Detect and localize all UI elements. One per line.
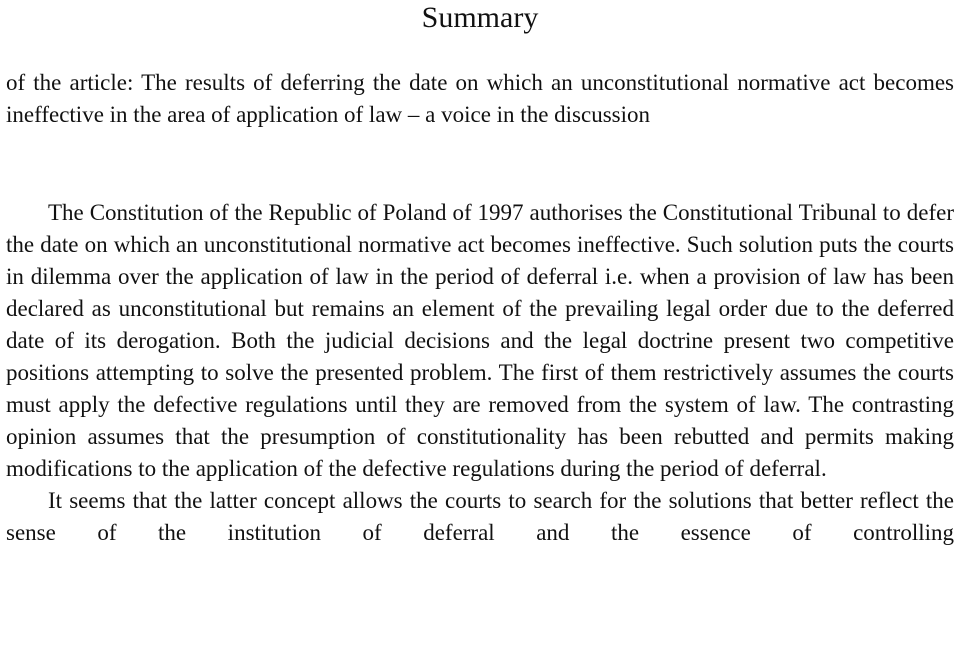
summary-paragraph-2: It seems that the latter concept allows the courts to search for the solutions that better reflect the sense of the institution of deferral and the essence of controlling <box>6 488 954 545</box>
page-title: Summary <box>421 1 539 34</box>
summary-paragraph-1: The Constitution of the Republic of Poland of 1997 authorises the Constitutional Tribunal to defer the date on which an unconstitutional normative act becomes ineffective. Such solution puts the courts in dilemma over the application of law in the period of deferral i.e. when a provision of law has been declared as unconstitutional but remains an element of the prevailing legal order due to the deferred date of its derogation. Both the judicial decisions and the legal doctrine present two competitive positions attempting to solve the presented problem. The first of them restrictively assumes the courts must apply the defective regulations until they are removed from the system of law. The contrasting opinion assumes that the presumption of constitutionality has been rebutted and permits making modifications to the application of the defective regulations during the period of deferral. <box>6 200 954 481</box>
article-caption: of the article: The results of deferring the date on which an unconstitutional normative act becomes ineffective in the area of application of law – a voice in the discussion <box>6 70 954 127</box>
summary-body <box>6 197 954 549</box>
